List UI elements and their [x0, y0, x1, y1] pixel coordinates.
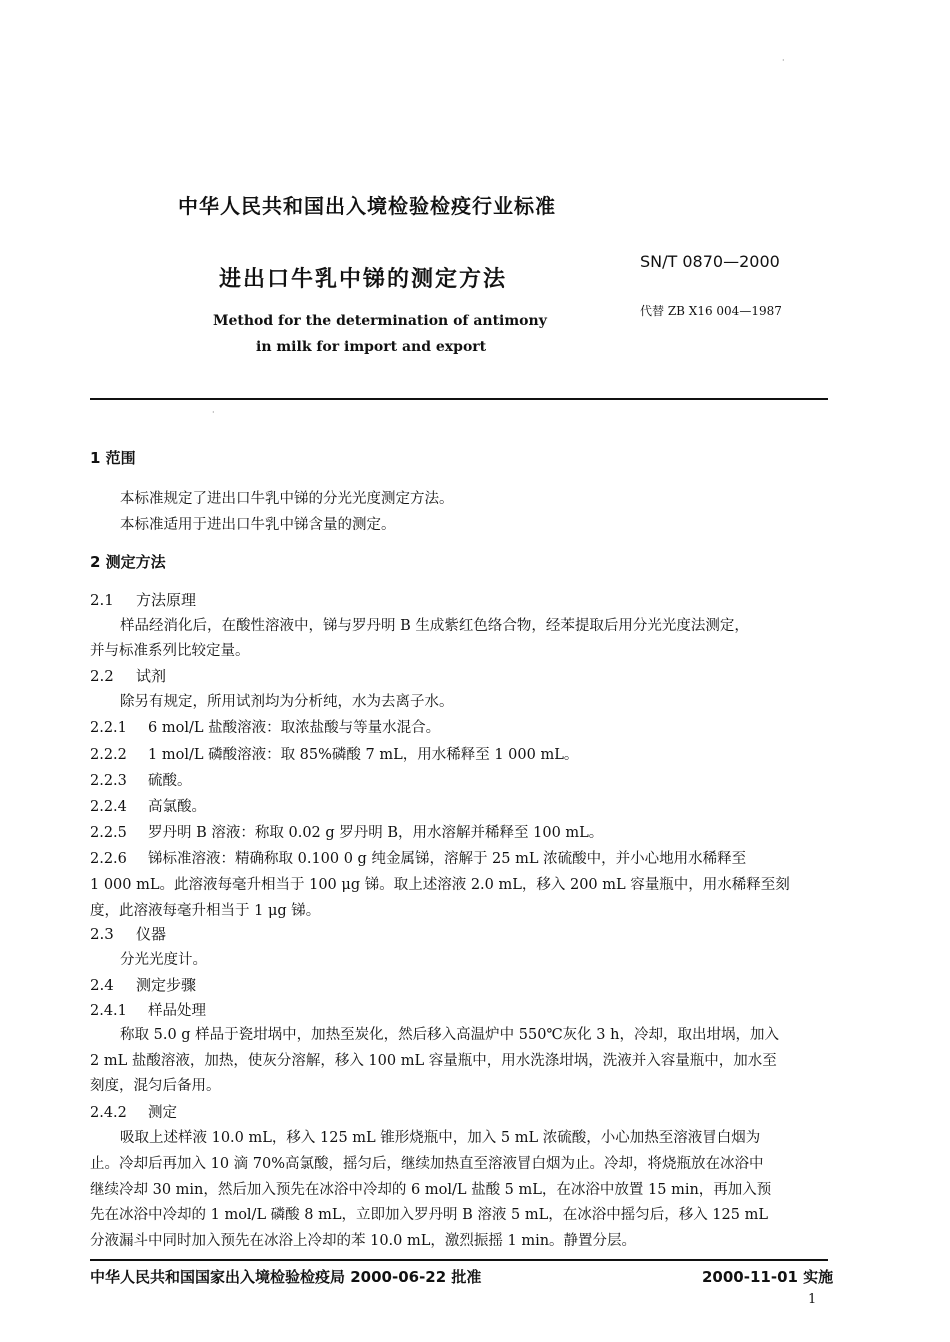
paragraph-line: 2 mL 盐酸溶液，加热，使灰分溶解，移入 100 mL 容量瓶中，用水洗涤坩埚，洗液并入容量瓶中，加水至 [90, 1053, 777, 1069]
reagent-item [90, 743, 578, 764]
section-title: 测定 [148, 1105, 177, 1121]
paragraph-line: 除另有规定，所用试剂均为分析纯，水为去离子水。 [120, 694, 454, 710]
item-text: 罗丹明 B 溶液：称取 0.02 g 罗丹明 B，用水溶解并稀释至 100 mL。 [148, 825, 604, 841]
document-title: 进出口牛乳中锑的测定方法 [219, 267, 508, 292]
english-title-line2: in milk for import and export [256, 339, 487, 355]
section-1-heading: 1 范围 [90, 449, 136, 467]
paragraph-line: 1 000 mL。此溶液每毫升相当于 100 μg 锑。取上述溶液 2.0 mL，移入 200 mL 容量瓶中，用水稀释至刻 [90, 877, 790, 893]
scan-speck: · [782, 56, 785, 65]
paragraph-line: 样品经消化后，在酸性溶液中，锑与罗丹明 B 生成紫红色络合物，经苯提取后用分光光度法测定， [120, 618, 749, 634]
item-text: 硫酸。 [148, 773, 192, 789]
paragraph-line: 分光光度计。 [120, 952, 207, 968]
page-number: 1 [808, 1292, 817, 1307]
item-number: 2.2.4 [90, 799, 127, 815]
approval-line: 中华人民共和国国家出入境检验检疫局 2000-06-22 批准 [90, 1268, 482, 1286]
paragraph-line: 分液漏斗中同时加入预先在冰浴上冷却的苯 10.0 mL，激烈振摇 1 min。静置分层。 [90, 1233, 637, 1249]
section-2-1-heading [90, 589, 196, 610]
scan-speck: · [212, 408, 215, 417]
section-2-4-heading [90, 974, 196, 995]
reagent-item [90, 795, 206, 816]
section-2-2-heading [90, 665, 166, 686]
section-2-heading: 2 测定方法 [90, 553, 166, 571]
paragraph-line: 度，此溶液每毫升相当于 1 μg 锑。 [90, 903, 321, 919]
section-2-4-2-heading [90, 1101, 177, 1122]
effective-date: 2000-11-01 实施 [702, 1268, 834, 1286]
section-2-4-1-heading [90, 999, 206, 1020]
paragraph-line: 继续冷却 30 min，然后加入预先在冰浴中冷却的 6 mol/L 盐酸 5 mL，在冰浴中放置 15 min，再加入预 [90, 1182, 772, 1198]
reagent-item [90, 847, 746, 868]
item-text: 锑标准溶液：精确称取 0.100 0 g 纯金属锑，溶解于 25 mL 浓硫酸中，并小心地用水稀释至 [148, 851, 747, 867]
paragraph-line: 刻度，混匀后备用。 [90, 1078, 221, 1094]
section-title: 试剂 [136, 667, 167, 685]
item-text: 6 mol/L 盐酸溶液：取浓盐酸与等量水混合。 [148, 720, 441, 736]
org-title: 中华人民共和国出入境检验检疫行业标准 [178, 194, 556, 218]
item-text: 高氯酸。 [148, 799, 206, 815]
section-title: 测定步骤 [136, 976, 197, 994]
standard-number: SN/T 0870—2000 [640, 252, 780, 271]
item-number: 2.2.1 [90, 720, 127, 736]
section-title: 仪器 [136, 925, 167, 943]
section-number: 2.3 [90, 925, 114, 943]
section-title: 方法原理 [136, 591, 197, 609]
reagent-item [90, 716, 440, 737]
paragraph-line: 先在冰浴中冷却的 1 mol/L 磷酸 8 mL，立即加入罗丹明 B 溶液 5 mL，在冰浴中摇匀后，移入 125 mL [90, 1207, 768, 1223]
section-title: 样品处理 [148, 1003, 206, 1019]
section-number: 2.4.2 [90, 1105, 127, 1121]
section-number: 2.4 [90, 976, 114, 994]
paragraph-line: 称取 5.0 g 样品于瓷坩埚中，加热至炭化，然后移入高温炉中 550℃灰化 3 h，冷却，取出坩埚，加入 [120, 1027, 779, 1043]
item-number: 2.2.2 [90, 747, 127, 763]
paragraph-line: 止。冷却后再加入 10 滴 70%高氯酸，摇匀后，继续加热直至溶液冒白烟为止。冷却，将烧瓶放在冰浴中 [90, 1156, 764, 1172]
english-title-line1: Method for the determination of antimony [213, 313, 547, 329]
paragraph-line: 并与标准系列比较定量。 [90, 643, 250, 659]
section-number: 2.2 [90, 667, 114, 685]
item-number: 2.2.3 [90, 773, 127, 789]
item-number: 2.2.6 [90, 851, 127, 867]
replaces-standard: 代替 ZB X16 004—1987 [640, 304, 782, 318]
header-divider [90, 398, 828, 400]
reagent-item [90, 769, 192, 790]
section-1-paragraph: 本标准规定了进出口牛乳中锑的分光光度测定方法。 [120, 491, 454, 507]
item-text: 1 mol/L 磷酸溶液：取 85%磷酸 7 mL，用水稀释至 1 000 mL。 [148, 747, 579, 763]
section-number: 2.4.1 [90, 1003, 127, 1019]
section-1-paragraph: 本标准适用于进出口牛乳中锑含量的测定。 [120, 517, 396, 533]
section-number: 2.1 [90, 591, 114, 609]
footer-divider [90, 1259, 828, 1261]
paragraph-line: 吸取上述样液 10.0 mL，移入 125 mL 锥形烧瓶中，加入 5 mL 浓硫酸，小心加热至溶液冒白烟为 [120, 1130, 761, 1146]
item-number: 2.2.5 [90, 825, 127, 841]
reagent-item [90, 821, 603, 842]
section-2-3-heading [90, 923, 166, 944]
